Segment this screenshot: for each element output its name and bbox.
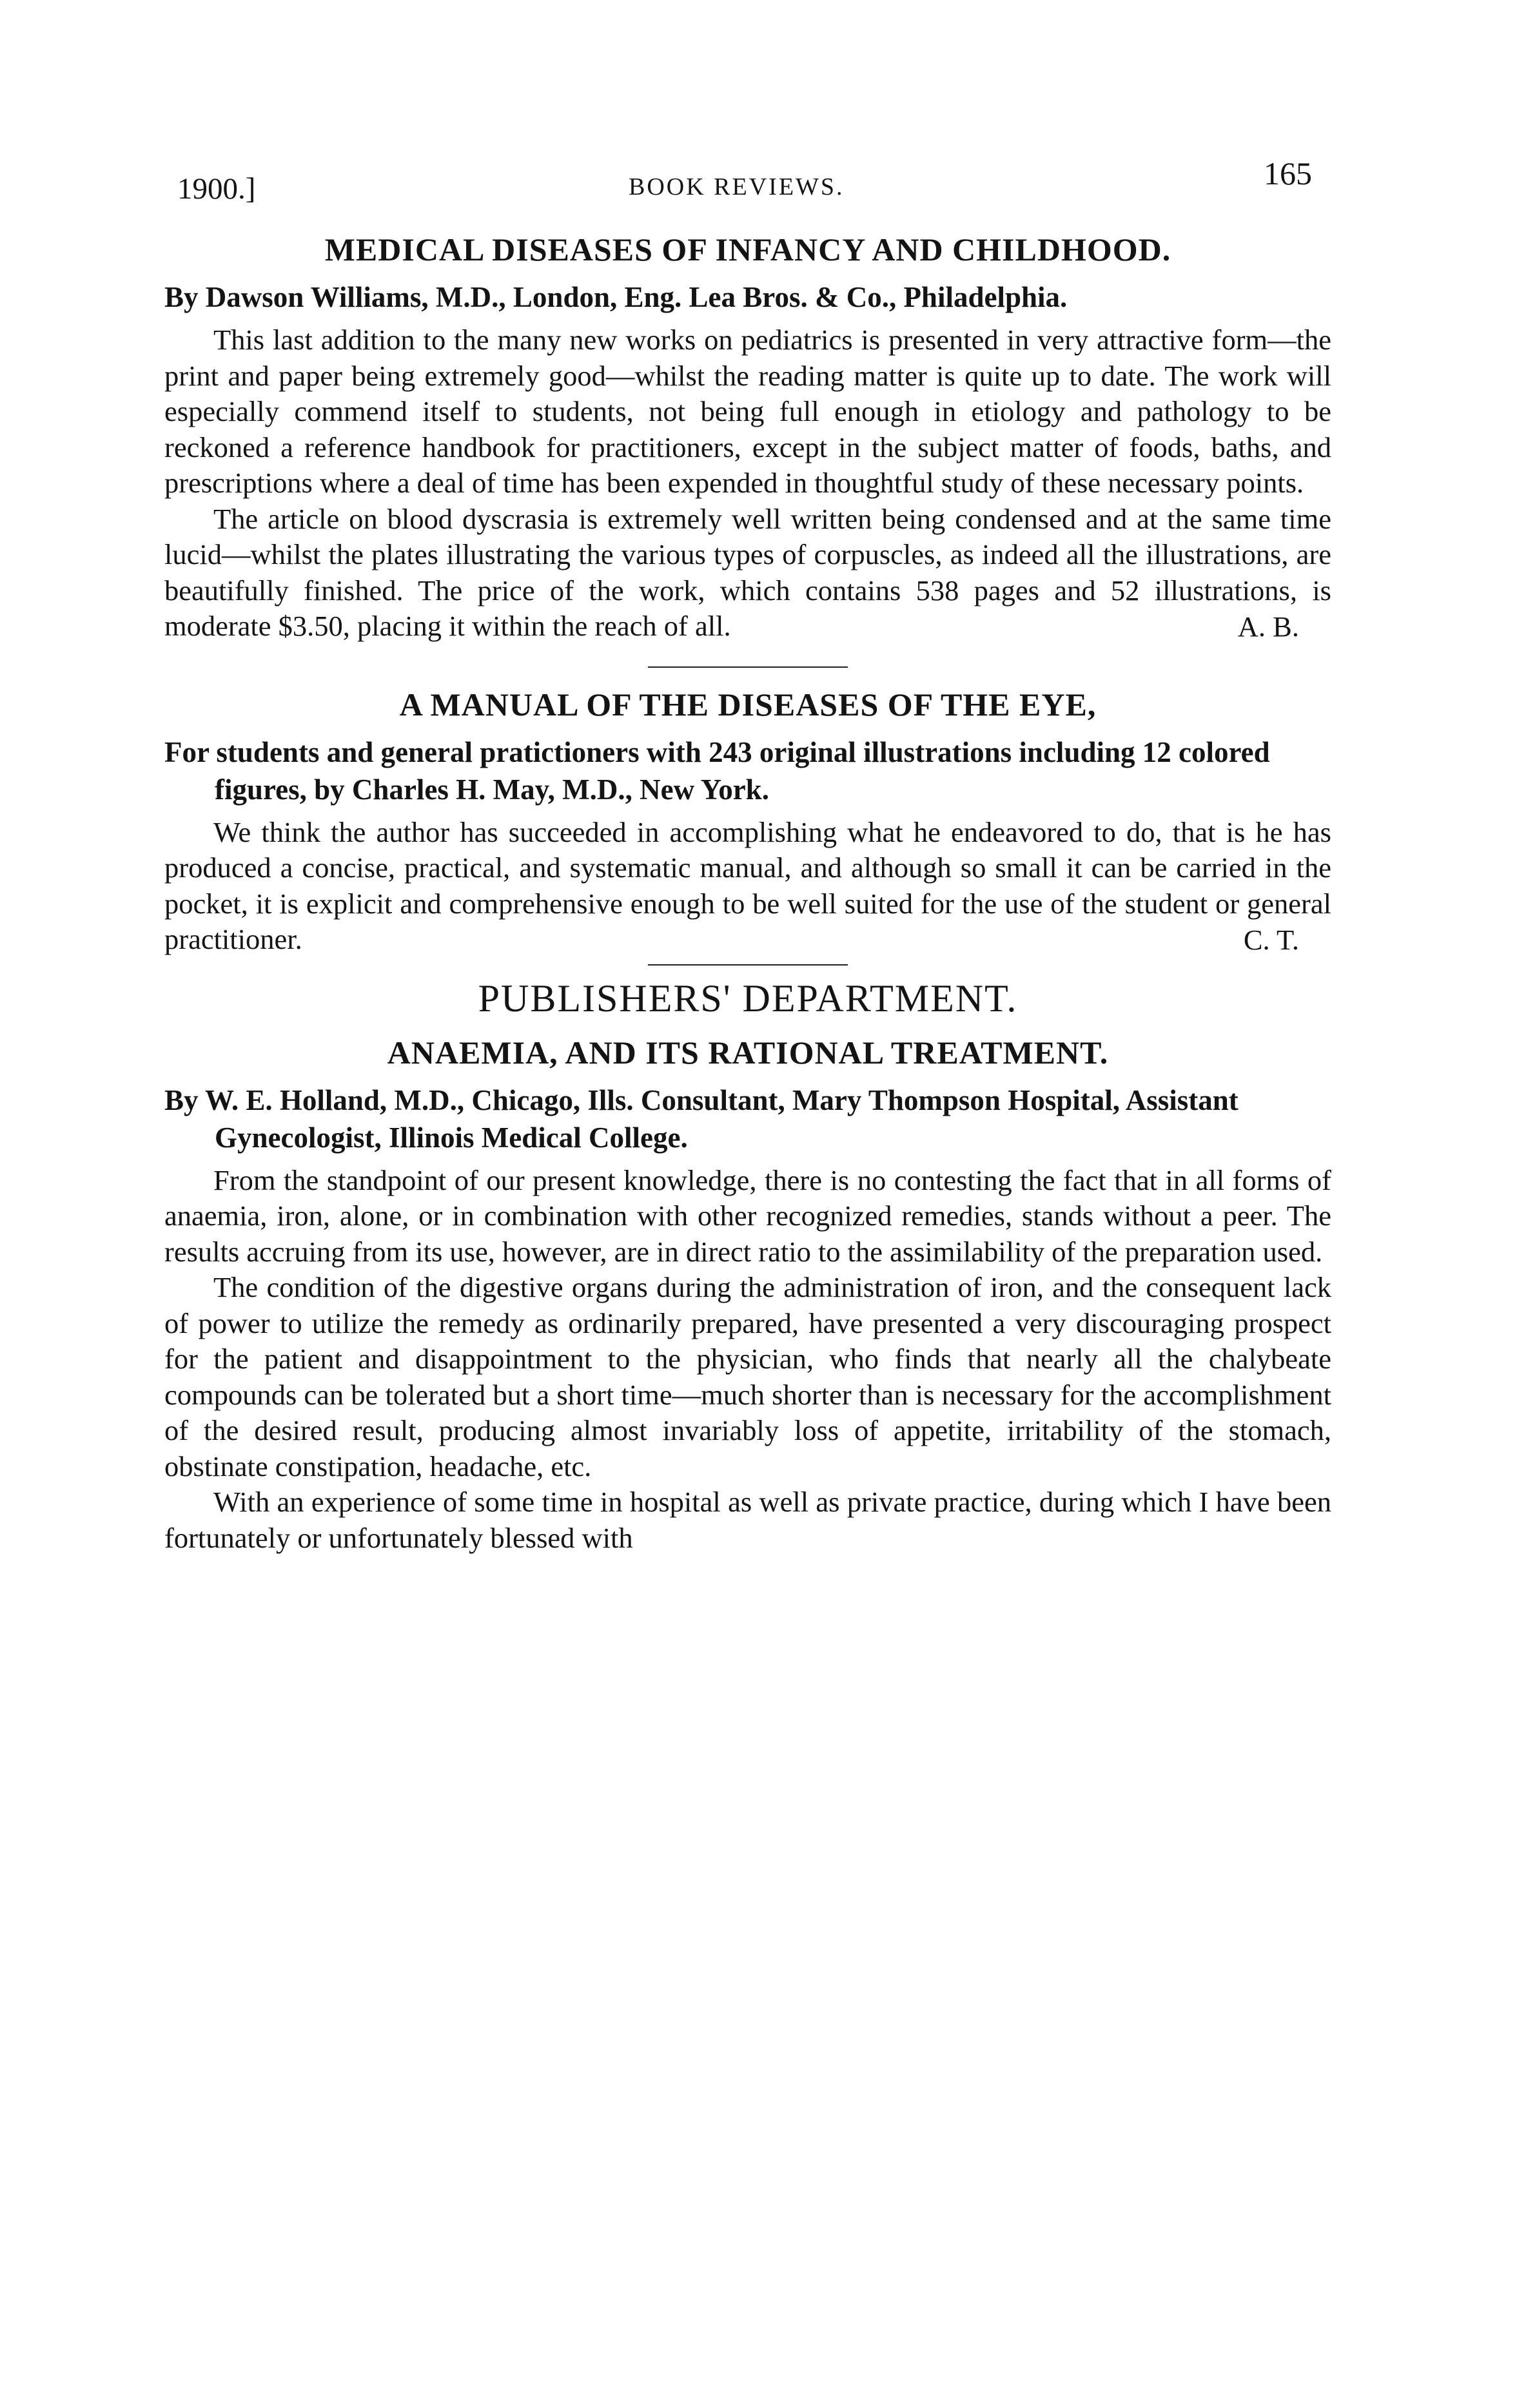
review1-byline: By Dawson Williams, M.D., London, Eng. Lea Bros. & Co., Philadelphia. <box>164 281 1068 313</box>
review2-signature: C. T. <box>1243 923 1299 956</box>
article-paragraph-1: From the standpoint of our present knowledge, there is no contesting the fact that in all forms of anaemia, iron, alone, or in combination with other recognized remedies, stands without a peer. The results accruing from its use, however, are in direct ratio to the assimilability of the preparation used. <box>164 1163 1331 1268</box>
review1-paragraph-2: The article on blood dyscrasia is extremely well written being condensed and at the same time lucid—whilst the plates illustrating the various types of corpuscles, as indeed all the illustrations, are beautifully finished. The price of the work, which contains 538 pages and 52 illustrations, is moderate $3.50, placing it within the reach of all. <box>164 502 1331 642</box>
page-number: 165 <box>1264 155 1312 191</box>
review1-title: MEDICAL DISEASES OF INFANCY AND CHILDHOOD. <box>324 231 1171 267</box>
review2-byline: For students and general pratictioners with 243 original illustrations including 12 colored figures, by Charles H. May, M.D., New York. <box>164 735 1270 806</box>
review2-title: A MANUAL OF THE DISEASES OF THE EYE, <box>399 686 1097 723</box>
article-paragraph-3: With an experience of some time in hospital as well as private practice, during which I have been fortunately or unfortunately blessed with <box>164 1486 1331 1554</box>
article-paragraph-2: The condition of the digestive organs during the administration of iron, and the consequent lack of power to utilize the remedy as ordinarily prepared, have presented a very discouraging prospect for the patient and disappointment to the physician, who finds that nearly all the chalybeate compounds can be tolerated but a short time—much shorter than is necessary for the accomplishment of the desired result, producing almost invariably loss of appetite, irritability of the stomach, obstinate constipation, headache, etc. <box>164 1271 1331 1482</box>
running-head <box>164 155 1331 206</box>
header-year: 1900.] <box>177 172 256 206</box>
article-byline: By W. E. Holland, M.D., Chicago, Ills. Consultant, Mary Thompson Hospital, Assistant Gynecologist, Illinois Medical College. <box>164 1083 1238 1154</box>
article-title: ANAEMIA, AND ITS RATIONAL TREATMENT. <box>387 1034 1109 1071</box>
review1-signature: A. B. <box>1237 610 1299 643</box>
header-section-title: BOOK REVIEWS. <box>629 173 845 200</box>
review1-paragraph-1: This last addition to the many new works on pediatrics is presented in very attractive form—the print and paper being extremely good—whilst the reading matter is quite up to date. The work will especially commend itself to students, not being full enough in etiology and pathology to be reckoned a reference handbook for practitioners, except in the subject matter of foods, baths, and prescriptions where a deal of time has been expended in thoughtful study of these necessary points. <box>164 324 1331 499</box>
review1-body <box>164 322 1331 645</box>
article-body <box>164 1163 1331 1557</box>
section-divider <box>648 666 848 668</box>
page <box>164 155 1331 1556</box>
section-divider <box>648 964 848 966</box>
publishers-heading: PUBLISHERS' DEPARTMENT. <box>478 976 1018 1020</box>
review2-paragraph-1: We think the author has succeeded in accomplishing what he endeavored to do, that is he has produced a concise, practical, and systematic manual, and although so small it can be carried in the pocket, it is explicit and comprehensive enough to be well suited for the use of the student or general practitioner. <box>164 815 1331 955</box>
